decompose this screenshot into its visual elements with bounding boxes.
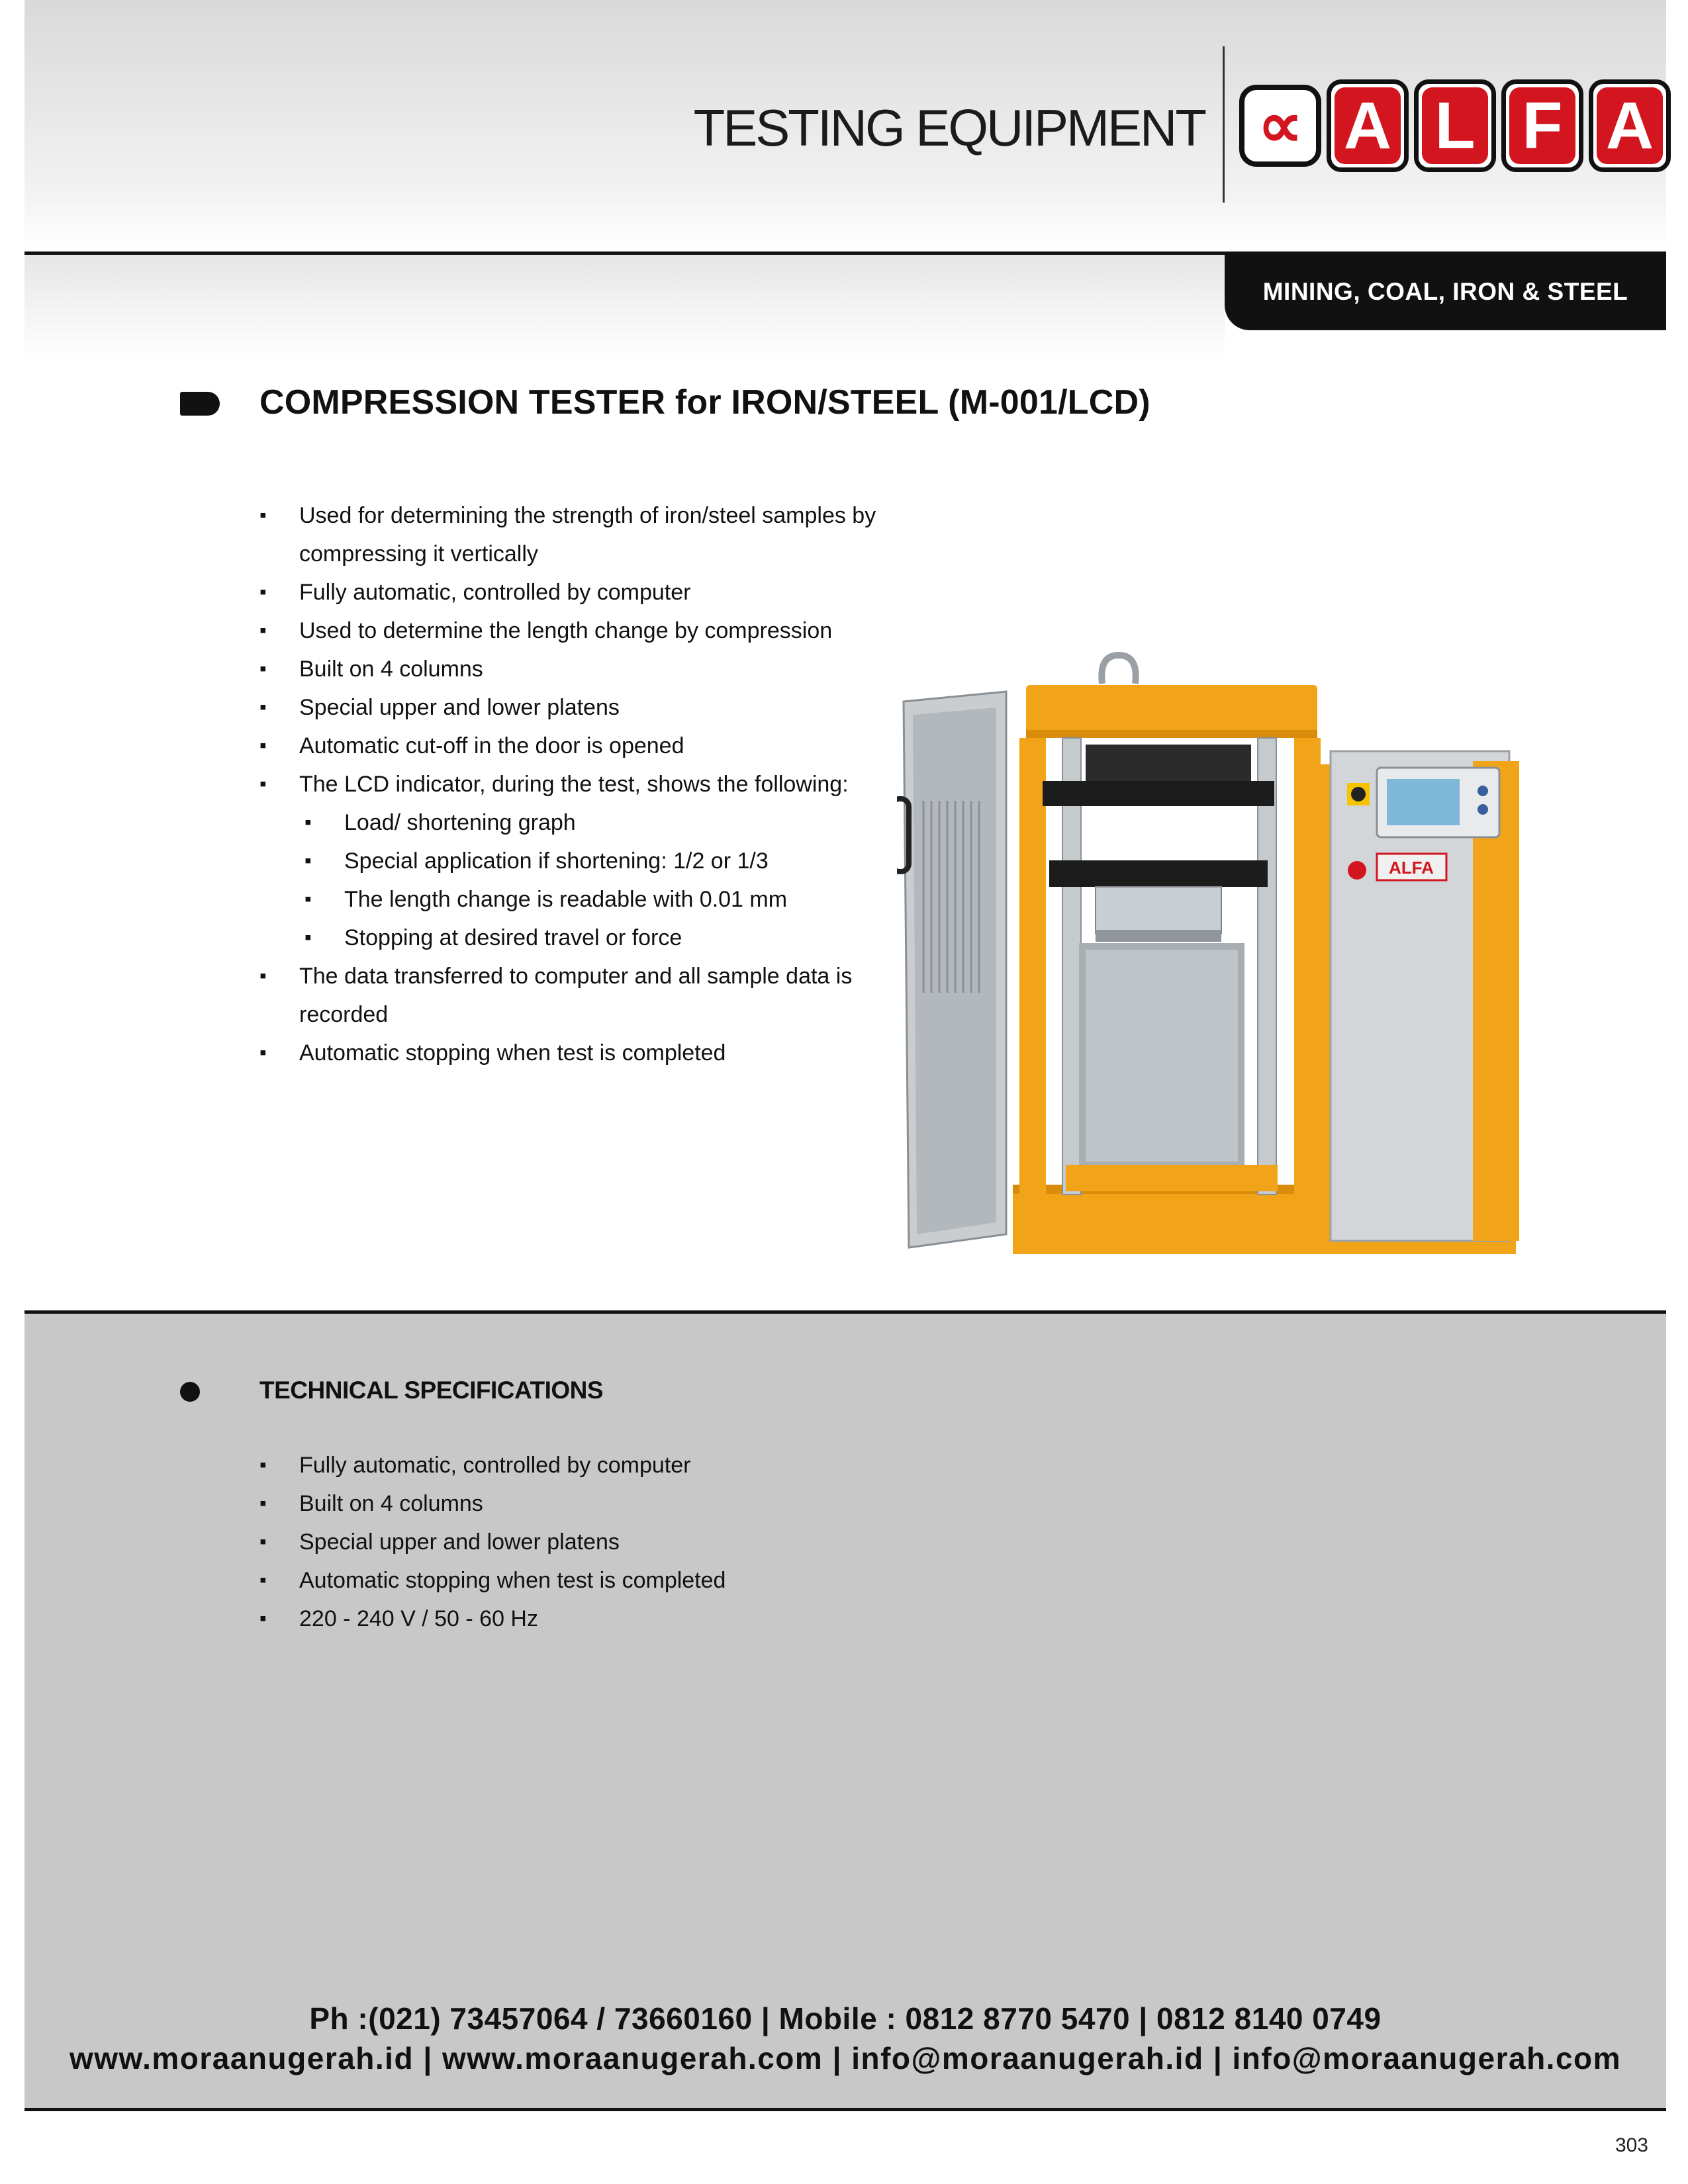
header-title: TESTING EQUIPMENT: [693, 99, 1205, 157]
bullet-icon: ▪: [259, 658, 267, 680]
list-item: ▪ Built on 4 columns: [258, 1484, 726, 1523]
list-item: ▪ Automatic stopping when test is completed: [258, 1561, 726, 1600]
list-item: recorded: [299, 1002, 389, 1027]
logo-letter: L: [1414, 79, 1496, 172]
bullet-icon: ▪: [259, 965, 267, 987]
product-photo: [897, 652, 1526, 1261]
contact-phone-line: Ph :(021) 73457064 / 73660160 | Mobile : 0812 8770 5470 | 0812 8140 0749: [309, 2001, 1382, 2036]
machine-door: [897, 692, 1006, 1248]
contact-web-line: www.moraanugerah.id | www.moraanugerah.com | info@moraanugerah.id | info@moraanugerah.com: [69, 2041, 1622, 2075]
list-subitem: ▪ The length change is readable with 0.01 mm: [258, 880, 947, 919]
spec-list: [258, 1446, 726, 1638]
lower-platen: [1049, 860, 1268, 942]
spec-marker-icon: [180, 1382, 200, 1402]
bullet-icon: ▪: [259, 1042, 267, 1064]
header-divider: [1223, 46, 1225, 203]
list-item: ▪ Special upper and lower platens: [258, 688, 947, 727]
bullet-icon: ▪: [305, 850, 312, 872]
logo-letter: F: [1501, 79, 1583, 172]
bullet-icon: ▪: [259, 504, 267, 526]
list-item: ▪ Special upper and lower platens: [258, 1523, 726, 1561]
cylinder-housing: [1066, 943, 1278, 1191]
cabinet-brand-label: ALFA: [1389, 858, 1434, 878]
list-item: ▪ The LCD indicator, during the test, shows the following:: [258, 765, 947, 803]
list-item: ▪ Fully automatic, controlled by computer: [258, 1446, 726, 1484]
list-item: ▪ The data transferred to computer and all sample data is: [258, 957, 947, 995]
list-subitem: ▪ Special application if shortening: 1/2 or 1/3: [258, 842, 947, 880]
list-item: ▪ Used to determine the length change by compression: [258, 612, 947, 650]
bullet-icon: ▪: [259, 1569, 267, 1591]
bullet-icon: ▪: [259, 1492, 267, 1514]
list-subitem: ▪ Stopping at desired travel or force: [258, 919, 947, 957]
bullet-icon: ▪: [259, 735, 267, 756]
list-item: ▪ Fully automatic, controlled by computer: [258, 573, 947, 612]
bullet-icon: ▪: [259, 619, 267, 641]
title-marker-icon: [180, 392, 220, 416]
feature-list: [258, 496, 947, 1072]
section-tab: MINING, COAL, IRON & STEEL: [1225, 253, 1666, 330]
list-item: ▪ Built on 4 columns: [258, 650, 947, 688]
contact-block: [24, 1999, 1666, 2078]
alfa-proportional-icon: ∝: [1239, 85, 1321, 167]
bullet-icon: ▪: [305, 811, 312, 833]
fade-band: [24, 255, 1225, 357]
logo-letter: A: [1327, 79, 1409, 172]
bullet-icon: ▪: [259, 581, 267, 603]
alfa-logo: [1239, 79, 1671, 172]
bullet-icon: ▪: [259, 696, 267, 718]
product-title: COMPRESSION TESTER for IRON/STEEL (M-001/LCD): [259, 383, 1150, 422]
page-number: 303: [1615, 2134, 1648, 2156]
bullet-icon: ▪: [305, 927, 312, 948]
specs-title: TECHNICAL SPECIFICATIONS: [259, 1377, 604, 1404]
list-item: ▪ Used for determining the strength of iron/steel samples by: [258, 496, 947, 535]
list-subitem: ▪ Load/ shortening graph: [258, 803, 947, 842]
list-item: ▪ Automatic stopping when test is completed: [258, 1034, 947, 1072]
control-cabinet: [1321, 751, 1519, 1241]
bullet-icon: ▪: [259, 1531, 267, 1553]
bullet-icon: ▪: [259, 1608, 267, 1629]
specs-panel: [24, 1314, 1666, 2108]
bullet-icon: ▪: [259, 1454, 267, 1476]
list-item: ▪ Automatic cut-off in the door is opened: [258, 727, 947, 765]
footer-rule: [24, 2108, 1666, 2111]
logo-letter: A: [1589, 79, 1671, 172]
list-item: compressing it vertically: [299, 541, 538, 567]
bullet-icon: ▪: [305, 888, 312, 910]
list-item: ▪ 220 - 240 V / 50 - 60 Hz: [258, 1600, 726, 1638]
bullet-icon: ▪: [259, 773, 267, 795]
